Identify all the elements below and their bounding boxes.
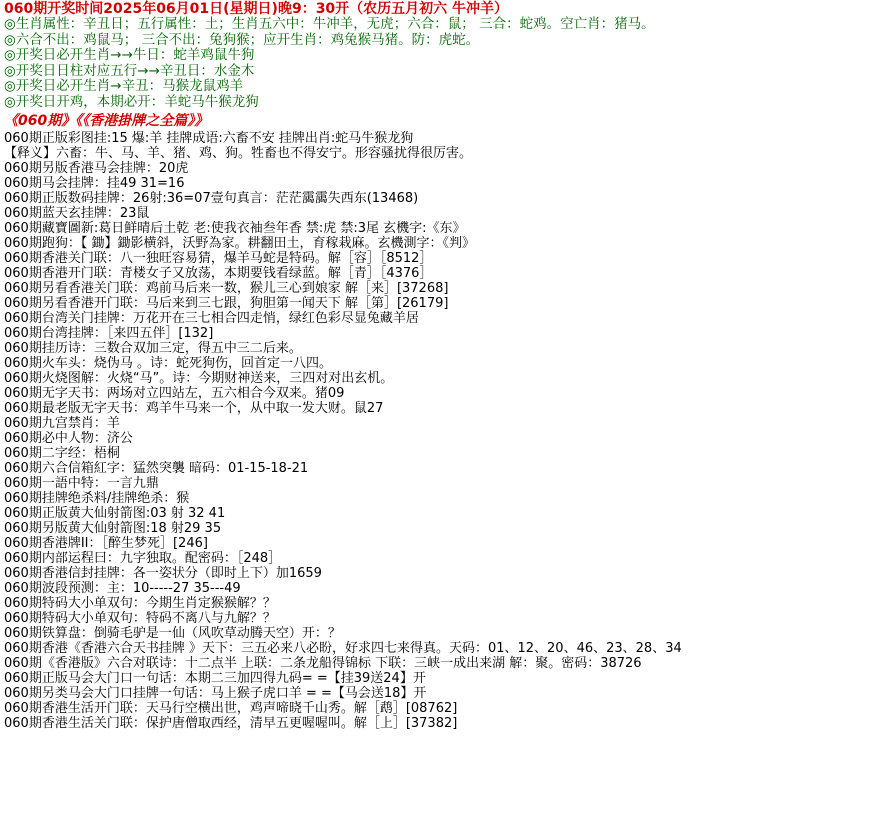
attribute-line-5: ◎开奖日必开生肖→辛丑：马猴龙鼠鸡羊 [4,78,244,94]
attribute-line-2: ◎六合不出：鸡鼠马； 三合不出：兔狗猴；应开生肖：鸡兔猴马猪。防：虎蛇。 [4,31,480,48]
content-line-24: 060期一語中特：一言九鼎 [4,476,159,491]
content-line-14: 060期台湾挂牌：［来四五伴］[132] [4,326,214,341]
content-line-5: 060期正版数码挂牌：26射:36=07壹句真言：茫茫靄靄失西东(13468) [4,191,419,206]
content-line-2: 【释义】六畜：牛、马、羊、猪、鸡、狗。牲畜也不得安宁。形容骚扰得很厉害。 [4,146,473,161]
content-line-23: 060期六合信箱紅字：猛然突襲 暗码：01-15-18-21 [4,461,309,476]
content-line-34: 060期铁算盘：倒骑毛驴是一仙（风吹草动腾天空）开：？ [4,626,341,641]
content-line-22: 060期二字经：梧桐 [4,446,120,461]
content-line-12: 060期另看香港开门联：马后来到三七跟，狗胆第一闻天下 解［第］[26179] [4,296,449,311]
content-line-4: 060期马会挂牌：挂49 31=16 [4,176,185,191]
attribute-line-4: ◎开奖日日柱对应五行→→辛丑日：水金木 [4,62,255,79]
content-line-32: 060期特码大小单双句：今期生肖定猴猴解？？ [4,596,276,611]
content-line-38: 060期另类马会大门口挂牌一句话：马上猴子虎口羊 = =【马会送18】开 [4,686,427,701]
content-line-20: 060期九宫禁肖：羊 [4,416,120,431]
content-line-29: 060期内部运程曰：九字独取。配密码：［248］ [4,551,282,566]
draw-time-header: 060期开奖时间2025年06月01日(星期日)晚9：30开（农历五月初六 牛冲羊） [4,1,509,17]
content-line-28: 060期香港牌II：［醉生梦死］[246] [4,536,208,551]
content-line-11: 060期另看香港关门联：鸡前马后来一数，猴儿三心到娘家 解［来］[37268] [4,281,449,296]
attribute-line-6: ◎开奖日开鸡，本期必开：羊蛇马牛猴龙狗 [4,93,259,110]
content-line-15: 060期挂历诗：三数合双加三定，得五中三二后来。 [4,341,302,356]
content-line-25: 060期挂牌绝杀料/挂牌绝杀：猴 [4,491,190,506]
content-line-16: 060期火车头：烧伪马 。诗：蛇死狗伤，回首定一八四。 [4,356,332,371]
content-line-35: 060期香港《香港六合天书挂牌 》天下：三五必来八必盼，好求四七来得真。天码：01、12、20、46、23、28、34 [4,641,682,656]
content-line-39: 060期香港生活开门联：天马行空横出世，鸡声啼晓千山秀。解［鹉］[08762] [4,701,458,716]
section-title: 《060期》《《香港掛牌之全篇》》 [4,113,209,129]
content-line-19: 060期最老版无字天书：鸡羊牛马来一个，从中取一发大财。鼠27 [4,401,384,416]
content-line-17: 060期火烧图解：火烧“马”。诗：今期财神送来，三四对对出玄机。 [4,371,394,386]
content-line-26: 060期正版黄大仙射箭图:03 射 32 41 [4,506,226,521]
content-line-30: 060期香港信封挂牌：各一姿状分（即时上下）加1659 [4,566,322,581]
content-line-21: 060期必中人物：济公 [4,431,133,446]
content-line-10: 060期香港开门联：青楼女子又放荡，本期要钱看绿蓝。解［青］［4376］ [4,266,433,281]
content-line-27: 060期另版黄大仙射箭图:18 射29 35 [4,521,222,536]
content-line-18: 060期无字天书：两场对立四站左，五六相合今双来。猪09 [4,386,345,401]
content-line-33: 060期特码大小单双句：特码不离八与九解？？ [4,611,276,626]
attribute-line-1: ◎生肖属性：辛丑日；五行属性：土；生肖五六中：牛冲羊，无虎；六合：鼠； 三合：蛇鸡。空亡肖：猪马。 [4,16,655,32]
content-line-6: 060期蓝天玄挂牌：23鼠 [4,206,150,221]
content-line-31: 060期波段预测：主：10-----27 35---49 [4,581,241,596]
attribute-line-3: ◎开奖日必开生肖→→牛日：蛇羊鸡鼠牛狗 [4,47,255,63]
content-line-13: 060期台湾关门挂牌：万花开在三七相合四走悄，绿红色彩尽显兔藏羊居 [4,311,419,326]
content-line-9: 060期香港关门联：八一独旺容易猜，爆羊马蛇是特码。解［容］［8512］ [4,251,433,266]
content-line-8: 060期跑狗：【 鋤】鋤影横斜，沃野為家。耕翻田土，育稼栽麻。玄機測字：《判》 [4,236,475,251]
content-line-40: 060期香港生活关门联：保护唐僧取西经，清早五更喔喔叫。解［上］[37382] [4,716,458,731]
content-line-7: 060期藏寶圖新:葛日鲜晴后土乾 老:使我衣袖叁年香 禁:虎 禁:3尾 玄機字:《东》 [4,221,466,236]
content-line-3: 060期另版香港马会挂牌：20虎 [4,161,189,176]
content-line-36: 060期《香港版》六合对联诗：十二点半 上联：二条龙船得锦标 下联：三峡一成出来湖 解：聚。密码：38726 [4,656,642,671]
content-line-1: 060期正版彩图挂:15 爆:羊 挂牌成语:六畜不安 挂牌出肖:蛇马牛猴龙狗 [4,131,414,146]
content-line-37: 060期正版马会大门口一句话：本期二三加四得九码= =【挂39送24】开 [4,671,426,686]
